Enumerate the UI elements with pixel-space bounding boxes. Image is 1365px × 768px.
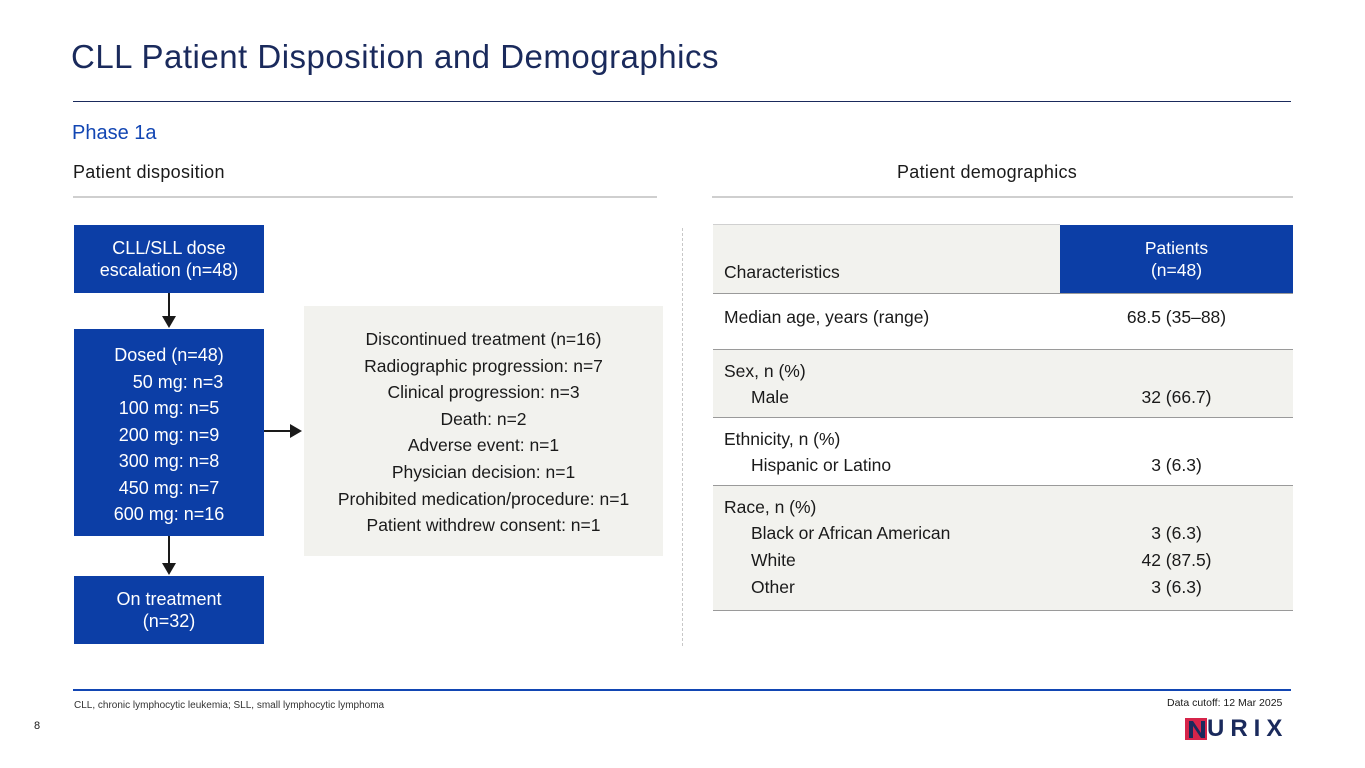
- disposition-rule: [73, 196, 657, 198]
- discontinued-box: [304, 306, 663, 556]
- discontinued-reason: Adverse event: n=1: [407, 435, 560, 456]
- row-value: [1060, 293, 1293, 349]
- row-value: [1060, 349, 1293, 417]
- white-value: 42 (87.5): [1141, 549, 1212, 570]
- demographics-table: [713, 224, 1293, 611]
- median-age-label: Median age, years (range): [724, 306, 930, 327]
- demographics-rule: [712, 196, 1293, 198]
- other-value: 3 (6.3): [1151, 576, 1202, 597]
- disposition-heading: Patient disposition: [73, 162, 225, 182]
- logo-text: URIX: [1207, 715, 1289, 742]
- escalation-line-1: CLL/SLL dose: [112, 238, 226, 258]
- slide-title: CLL Patient Disposition and Demographics: [71, 38, 719, 75]
- dose-item: 200 mg: n=9: [118, 424, 220, 445]
- discontinued-reason: Physician decision: n=1: [391, 461, 576, 482]
- arrow-down-icon: [162, 316, 176, 328]
- table-row: [713, 349, 1293, 417]
- dose-item: 450 mg: n=7: [118, 477, 220, 498]
- header-patients: [1060, 225, 1293, 294]
- header-patients-line-2: (n=48): [1150, 259, 1203, 280]
- arrow-shaft-2: [168, 536, 170, 564]
- table-header-row: [713, 225, 1293, 294]
- discontinued-reason: Death: n=2: [440, 408, 527, 429]
- discontinued-reason: Patient withdrew consent: n=1: [366, 515, 601, 536]
- row-value: [1060, 485, 1293, 610]
- hispanic-value: 3 (6.3): [1151, 455, 1202, 476]
- row-label: [713, 485, 1060, 610]
- male-label: Male: [751, 387, 789, 408]
- row-label: [713, 349, 1060, 417]
- demographics-heading: Patient demographics: [897, 162, 1078, 182]
- dose-item: 100 mg: n=5: [118, 398, 220, 418]
- male-value: 32 (66.7): [1141, 387, 1212, 408]
- arrow-right-icon: [290, 424, 302, 438]
- ethnicity-label: Ethnicity, n (%): [724, 428, 841, 449]
- table-row: [713, 485, 1293, 610]
- row-label: [713, 293, 1060, 349]
- footnote: CLL, chronic lymphocytic leukemia; SLL, small lymphocytic lymphoma: [74, 700, 385, 711]
- escalation-box: [74, 225, 264, 293]
- black-label: Black or African American: [751, 523, 951, 544]
- row-label: [713, 417, 1060, 485]
- header-characteristics: Characteristics: [713, 225, 1060, 294]
- header-patients-line-1: Patients: [1144, 237, 1209, 258]
- escalation-line-2: escalation (n=48): [99, 260, 239, 280]
- hispanic-label: Hispanic or Latino: [751, 455, 892, 476]
- table-row: [713, 417, 1293, 485]
- arrow-shaft-3: [264, 430, 292, 432]
- dosed-box: [74, 329, 264, 536]
- table-row: [713, 293, 1293, 349]
- arrow-down-icon: [162, 563, 176, 575]
- on-treatment-line-2: (n=32): [142, 611, 196, 631]
- discontinued-reason: Clinical progression: n=3: [387, 382, 580, 403]
- black-value: 3 (6.3): [1151, 523, 1202, 544]
- data-cutoff: Data cutoff: 12 Mar 2025: [1167, 697, 1283, 709]
- page-number: 8: [34, 720, 41, 732]
- logo-n-icon: [1185, 716, 1209, 742]
- discontinued-label: Discontinued treatment (n=16): [365, 329, 602, 349]
- nurix-logo: [1185, 716, 1295, 742]
- median-age-value: 68.5 (35–88): [1126, 306, 1227, 327]
- row-value: [1060, 417, 1293, 485]
- arrow-shaft-1: [168, 293, 170, 317]
- section-divider: [682, 228, 683, 646]
- footer-rule: [73, 689, 1291, 691]
- dosed-label: Dosed (n=48): [114, 345, 224, 365]
- dose-item: 600 mg: n=16: [113, 504, 225, 524]
- discontinued-reason: Prohibited medication/procedure: n=1: [337, 488, 630, 509]
- on-treatment-line-1: On treatment: [116, 589, 222, 609]
- dose-item: 300 mg: n=8: [118, 451, 220, 471]
- discontinued-reason: Radiographic progression: n=7: [364, 355, 603, 376]
- dose-item: 50 mg: n=3: [132, 371, 224, 392]
- title-divider: [73, 101, 1291, 102]
- on-treatment-box: [74, 576, 264, 644]
- other-label: Other: [751, 576, 795, 597]
- phase-label: Phase 1a: [72, 122, 157, 144]
- white-label: White: [751, 549, 796, 570]
- sex-label: Sex, n (%): [724, 360, 806, 381]
- race-label: Race, n (%): [724, 496, 817, 517]
